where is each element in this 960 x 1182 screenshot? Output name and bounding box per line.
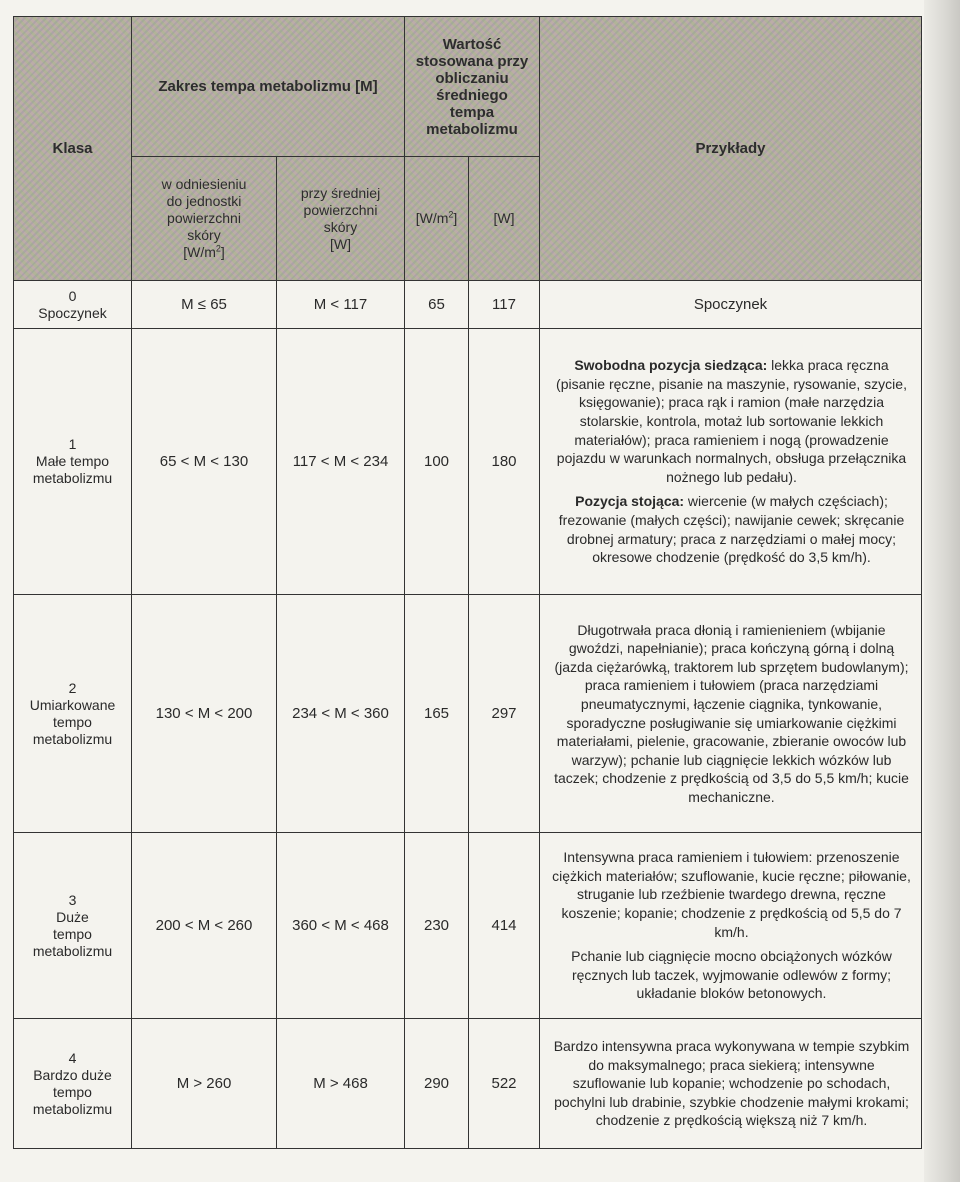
header-wartosc-line: obliczaniu [435, 69, 509, 87]
header-avg-skin [277, 157, 405, 281]
header-unit-w-label: [W] [493, 210, 515, 226]
header-skin-area [132, 157, 277, 281]
class-name: Umiarkowane [29, 696, 116, 713]
header-skin-line: skóry [187, 227, 221, 243]
range-skin-cell: M > 260 [132, 1019, 277, 1149]
header-przyklady-label: Przykłady [695, 140, 766, 157]
header-unit-w [469, 157, 540, 281]
class-number: 3 [68, 891, 77, 908]
example-bold-label: Swobodna pozycja siedząca: [574, 357, 768, 374]
table-row [14, 281, 922, 329]
header-klasa [14, 17, 132, 281]
header-avg-line: [W] [330, 235, 351, 252]
header-unit-wm2-label: $[W/m^2]$ [415, 209, 458, 226]
example-paragraph [550, 356, 913, 486]
header-avg-line: przy średniej [300, 184, 381, 201]
table-row [14, 329, 922, 595]
example-bold-label: Pozycja stojąca: [575, 493, 685, 510]
example-cell [540, 1019, 922, 1149]
class-cell [14, 329, 132, 595]
class-number: 4 [68, 1049, 77, 1066]
example-cell [540, 329, 922, 595]
class-name: metabolizmu [32, 942, 113, 959]
range-skin-cell: 130 < M < 200 [132, 595, 277, 833]
table-row [14, 833, 922, 1019]
range-avg-cell: 234 < M < 360 [277, 595, 405, 833]
class-name: tempo [53, 713, 92, 730]
value-w-cell: 297 [469, 595, 540, 833]
range-skin-cell: M ≤ 65 [132, 281, 277, 329]
header-zakres [132, 17, 405, 157]
range-avg-cell: M > 468 [277, 1019, 405, 1149]
range-skin-cell: 200 < M < 260 [132, 833, 277, 1019]
example-paragraph: Długotrwała praca dłonią i ramienieniem (wbijanie gwoździ, napełnianie); praca kończyną górną i dolną (jazda ciężarówką, traktorem lub sprzętem budowlanym); praca ramieniem i tułowiem (praca narzędziami pneumatycznymi, łączenie ciągnika, tynkowanie, sporadyczne posługiwanie się umiarkowanie ciężkimi materiałami, pielenie, gracowanie, zbieranie owoców lub warzyw); pchanie lub ciągnięcie lekkich wózków lub taczek; chodzenie z prędkością od 3,5 do 5,5 km/h; kucie mechaniczne. [554, 621, 909, 805]
value-w-cell: 180 [469, 329, 540, 595]
header-skin-line: w odniesieniu [161, 176, 247, 192]
header-wartosc-line: metabolizmu [426, 120, 518, 138]
header-skin-unit: $[W/m^2]$ [183, 243, 225, 260]
class-name: Spoczynek [38, 304, 107, 321]
class-name: Duże [56, 908, 89, 925]
class-number: 1 [68, 436, 77, 452]
value-wm2-cell: 290 [405, 1019, 469, 1149]
header-unit-wm2 [405, 157, 469, 281]
example-paragraph: Bardzo intensywna praca wykonywana w tempie szybkim do maksymalnego; praca siekierą; intensywne szuflowanie lub kopanie; wchodzenie po schodach, pochylni lub drabinie, szybkie chodzenie małymi krokami; chodzenie z prędkością większą niż 7 km/h. [553, 1038, 910, 1129]
header-avg-line: skóry [323, 218, 358, 235]
value-wm2-cell: 100 [405, 329, 469, 595]
class-cell [14, 1019, 132, 1149]
header-skin-line: do jednostki [166, 193, 242, 209]
range-avg-cell: 360 < M < 468 [277, 833, 405, 1019]
value-w-cell: 414 [469, 833, 540, 1019]
example-cell: Spoczynek [540, 281, 922, 329]
example-paragraph: Pchanie lub ciągnięcie mocno obciążonych wózków ręcznych lub taczek, wyjmowanie odlewów z formy; układanie bloków betonowych. [571, 948, 892, 1002]
class-number: 2 [68, 679, 77, 696]
header-klasa-label: Klasa [52, 140, 93, 157]
header-przyklady [540, 17, 922, 281]
example-cell [540, 833, 922, 1019]
class-name: Bardzo duże [33, 1066, 112, 1083]
class-name: metabolizmu [32, 1100, 113, 1117]
class-name: metabolizmu [32, 470, 113, 486]
class-cell [14, 281, 132, 329]
range-avg-cell: 117 < M < 234 [277, 329, 405, 595]
example-text: wiercenie (w małych częściach); frezowanie (małych części); nawijanie cewek; skręcanie drobnej armatury; praca z narzędziami o małej mocy; okresowe chodzenie (prędkość do 3,5 km/h). [558, 493, 905, 566]
class-cell [14, 833, 132, 1019]
class-number: 0 [68, 287, 77, 304]
class-name: Małe tempo [35, 453, 110, 469]
value-w-cell: 117 [469, 281, 540, 329]
example-cell [540, 595, 922, 833]
header-skin-line: powierzchni [167, 210, 241, 226]
header-wartosc [405, 17, 540, 157]
header-wartosc-line: tempa [449, 103, 495, 121]
value-w-cell: 522 [469, 1019, 540, 1149]
example-paragraph [550, 492, 913, 566]
table-row [14, 595, 922, 833]
example-text: lekka praca ręczna (pisanie ręczne, pisanie na maszynie, rysowanie, szycie, księgowanie); praca rąk i ramion (małe narzędzia stolarskie, kontrola, motaż lub sortowanie lekkich materiałów); praca ramieniem i nogą (prowadzenie pojazdu w warunkach normalnych, obsługa przełącznika nożnego lub pedału). [556, 357, 907, 485]
value-wm2-cell: 165 [405, 595, 469, 833]
value-wm2-cell: 65 [405, 281, 469, 329]
value-wm2-cell: 230 [405, 833, 469, 1019]
range-skin-cell: 65 < M < 130 [132, 329, 277, 595]
metabolic-rate-table [13, 16, 922, 1149]
class-name: tempo [53, 1083, 92, 1100]
header-avg-line: powierzchni [303, 201, 378, 218]
header-wartosc-line: stosowana przy [415, 52, 529, 70]
class-name: tempo [53, 925, 92, 942]
header-zakres-label: Zakres tempa metabolizmu [M] [158, 78, 378, 95]
header-wartosc-line: Wartość [442, 35, 502, 53]
class-cell [14, 595, 132, 833]
range-avg-cell: M < 117 [277, 281, 405, 329]
example-paragraph: Intensywna praca ramieniem i tułowiem: przenoszenie ciężkich materiałów; szuflowanie, kucie ręczne; piłowanie, struganie lub rzeźbienie twardego drewna, ręczne koszenie; kopanie; chodzenie z prędkością od 5,5 do 7 km/h. [552, 849, 911, 940]
class-name: metabolizmu [32, 730, 113, 747]
header-wartosc-line: średniego [436, 86, 508, 104]
page-edge-shadow [924, 0, 960, 1182]
table-row [14, 1019, 922, 1149]
